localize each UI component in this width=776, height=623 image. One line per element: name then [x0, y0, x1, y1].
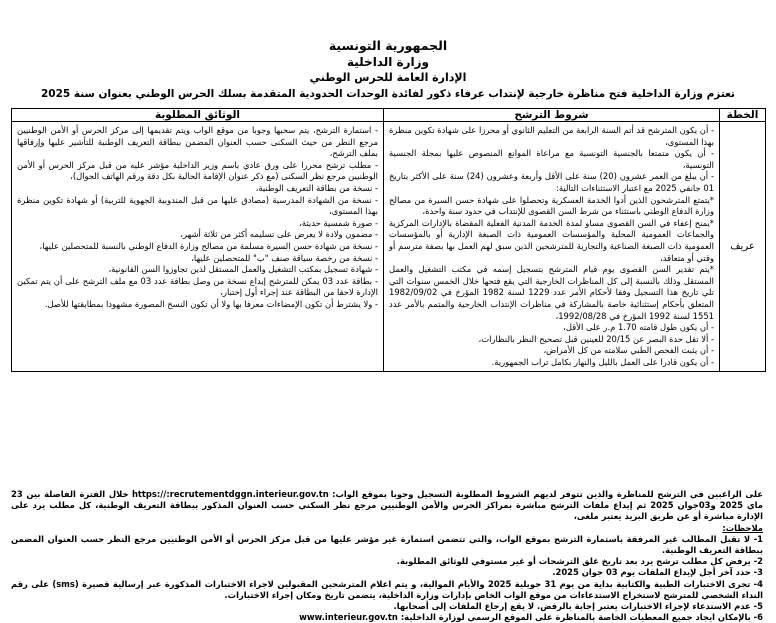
registration-link[interactable]: https://:recrutementdggn.interieur.gov.tn — [131, 489, 329, 499]
note-item: 3- حدد آخر أجل لإيداع الملفات يوم 03 جوان 2025. — [552, 567, 763, 578]
notes-heading: ملاحظات: — [722, 522, 763, 533]
condition-item: - أن يكون قادرا على العمل بالليل والنهار بكامل تراب الجمهورية. — [491, 356, 714, 367]
documents-cell — [12, 122, 384, 372]
header-plan: الخطة — [720, 109, 766, 122]
condition-item: - ألا تقل حدة البصر عن 20/15 للعينين قبل تصحيح النظر بالنظارات، — [478, 333, 714, 344]
document-item: - ولا يشترط أن تكون الإمضاءات معرفا بها ولا أن تكون النسخ المصورة مشهودا بمطابقتها للأصل. — [44, 298, 378, 309]
condition-item: - أن يثبت الفحص الطبي سلامته من كل الأمراض، — [543, 345, 714, 356]
document-item: - مضمون ولادة لا يعرض على تسليمه أكثر من ثلاثة أشهر، — [180, 229, 378, 240]
conditions-list — [385, 123, 718, 370]
conditions-cell — [384, 122, 720, 372]
document-item: - صورة شمسية حديثة، — [299, 217, 378, 228]
republic-heading: الجمهورية التونسية — [328, 38, 448, 53]
note-item: 4- تجرى الاختبارات الطبية والكتابية بداية من يوم 31 جويلية 2025 والأيام الموالية، و يتم اعلام المترشحين المقبولين لاجراء الاختبارات المذكورة عبر إرسالية قصيرة (sms) على رقم النداء الشخصي للمترشح لاستخراج الاستدعاءات من موقع الواب الخاص بإدارات وزارة الداخلية، يتضمن تاريخ ومكان إجراء الاختبارات. — [11, 578, 763, 600]
condition-item: - أن يبلغ من العمر عشرون (20) سنة على الأقل وأربعة وعشرون (24) سنة على الأكثر بتاريخ 01 جانفي 2025 مع اعتبار الاستثناءات التالية: — [389, 171, 714, 193]
document-item: - نسخة من شهادة حسن السيرة مسلمة من مصالح وزارة الدفاع الوطني بالنسبة للمتحصلين عليها، — [39, 240, 378, 251]
registration-intro: على الراغبين في الترشح للمناظرة والذين تتوفر لديهم الشروط المطلوبة التسجيل وجوبا بموقع الواب: — [332, 489, 763, 499]
note-item: 2- يرفض كل مطلب ترشح يرد بعد تاريخ غلق الترشحات أو غير مستوفي للوثائق المطلوبة. — [396, 556, 763, 567]
condition-item: *يمنح إعفاء في السن القصوى مساو لمدة الخدمة المدنية الفعلية المقضاة بالإدارات المركزية والجماعات العمومية المحلية والمؤسسات العمومية ذات الصبغة الإدارية أو بالمؤسسات العمومية ذات الصبغة الصناعية والتجارية للمترشحين الذين سبق لهم العمل بها بصفة مترسم أو وقتي أو متعاقد، — [389, 217, 714, 263]
notes-list — [11, 534, 763, 623]
note-item: 5- عدم الاستدعاء لإجراء الاختبارات يعتبر إجابة بالرفض. لا يقع إرجاع الملفات إلى أصحابها. — [393, 601, 763, 612]
condition-item: - أن يكون متمتعا بالجنسية التونسية مع مراعاة الموانع المنصوص عليها بمجلة الجنسية التونسية، — [389, 148, 714, 170]
registration-details: خلال الفترة الفاصلة بين 23 ماي 2025 و03جوان 2025 ثم إيداع ملفات الترشح مباشرة بمراكز الحرس والأمن الوطنيين مرجع نظر السكني حسب العنوان المذكور ببطاقة التعريف الوطنية، كل مطلب يرد على الإدارة مباشرة أو عن طريق البريد يعتبر ملغى، — [11, 489, 763, 522]
notes-section — [11, 489, 763, 623]
requirements-table — [11, 108, 766, 372]
document-item: - نسخة من الشهادة المدرسية (مصادق عليها من قبل المندوبية الجهوية للتربية) أو شهادة تكوين منظرة بهذا المستوى، — [17, 194, 378, 217]
note-item: 6- بالإمكان ايجاد جميع المعطيات الخاصة بالمناظرة على الموقع الرسمي لوزارة الداخلية: www.interieur.gov.tn — [299, 612, 763, 623]
condition-item: *يتمتع المترشحون الذين أدوا الخدمة العسكرية وتحصلوا على شهادة حسن السيرة من مصالح وزارة الدفاع الوطني باستثناء من شرط السن القصوى للإنتداب في حدود سنة واحدة، — [389, 194, 714, 217]
condition-item: *يتم تقدير السن القصوى يوم قيام المترشح بتسجيل إسمه في مكتب التشغيل والعمل المستقل وذلك بالنسبة إلى كل المناظرات الخارجية التي يقع فتحها خلال الخمس سنوات التي تلي تاريخ هذا التسجيل وفقا لأحكام الأمر عدد 1229 لسنة 1982 المؤرخ في 1982/09/02 المتعلق بأحكام إستثنائية خاصة بالمشاركة في مناظرات الإنتداب الخارجية والمتمم بالأمر عدد 1551 لسنة 1992 المؤرخ في 1992/08/28، — [389, 264, 714, 321]
header-documents: الوثائق المطلوبة — [12, 109, 384, 122]
document-item: - بطاقة عدد 03 يمكن للمترشح إيداع نسخة من وصل بطاقة عدد 03 مع ملف الترشح على أن يتم تمكين الإدارة لاحقا من البطاقة عند إجراء أول إختبار، — [17, 275, 378, 298]
header-conditions: شروط الترشح — [384, 109, 720, 122]
condition-item: - أن يكون المترشح قد أتم السنة الرابعة من التعليم الثانوي أو محرزا على شهادة تكوين منظرة بهذا المستوى، — [389, 125, 714, 147]
ministry-site-link[interactable]: www.interieur.gov.tn — [299, 612, 398, 623]
document-item: - شهادة تسجيل بمكتب التشغيل والعمل المستقل لذين تجاوزوا السن القانونية، — [108, 264, 378, 275]
documents-list — [13, 123, 382, 313]
plan-cell: عريف — [720, 122, 766, 372]
condition-item: - أن يكون طول قامته 1.70 م.ر على الأقل، — [563, 322, 714, 333]
document-item: - نسخة من بطاقة التعريف الوطنية، — [255, 182, 378, 193]
announcement-title: تعتزم وزارة الداخلية فتح مناظرة خارجية لإنتداب عرفاء ذكور لفائدة الوحدات الحدودية المتقدمة بسلك الحرس الوطني بعنوان سنة 2025 — [40, 88, 735, 100]
document-item: - استمارة الترشح، يتم سحبها وجوبا من موقع الواب ويتم تقديمها إلى مركز الحرس أو الأمن الوطنيين مرجع النظر من حيث السكنى حسب العنوان المضمن ببطاقة التعريف الوطنية للتأشير عليها وإرفاقها بملف الترشح، — [17, 125, 378, 159]
document-item: - نسخة من رخصة سياقة صنف "ب" للمتحصلين عليها، — [191, 252, 378, 263]
registration-paragraph — [11, 489, 763, 523]
note-item: 1- لا تقبل المطالب غير المرفقة باستمارة الترشح بموقع الواب، والتي تتضمن استمارة غير مؤشر عليها من قبل مركز الحرس أو الأمن الوطنيين مرجع النظر حسب العنوان المضمن ببطاقة التعريف الوطنية. — [11, 533, 763, 556]
document-item: - مطلب ترشح محررا على ورق عادي باسم وزير الداخلية مؤشر عليه من قبل مركز الحرس أو الأمن الوطنيين مرجع نظر السكنى (مع ذكر عنوان الإقامة الحالية بكل دقة ورقم الهاتف الجوال)، — [17, 159, 378, 182]
ministry-heading: وزارة الداخلية — [346, 55, 430, 69]
directorate-heading: الإدارة العامة للحرس الوطني — [309, 71, 467, 84]
